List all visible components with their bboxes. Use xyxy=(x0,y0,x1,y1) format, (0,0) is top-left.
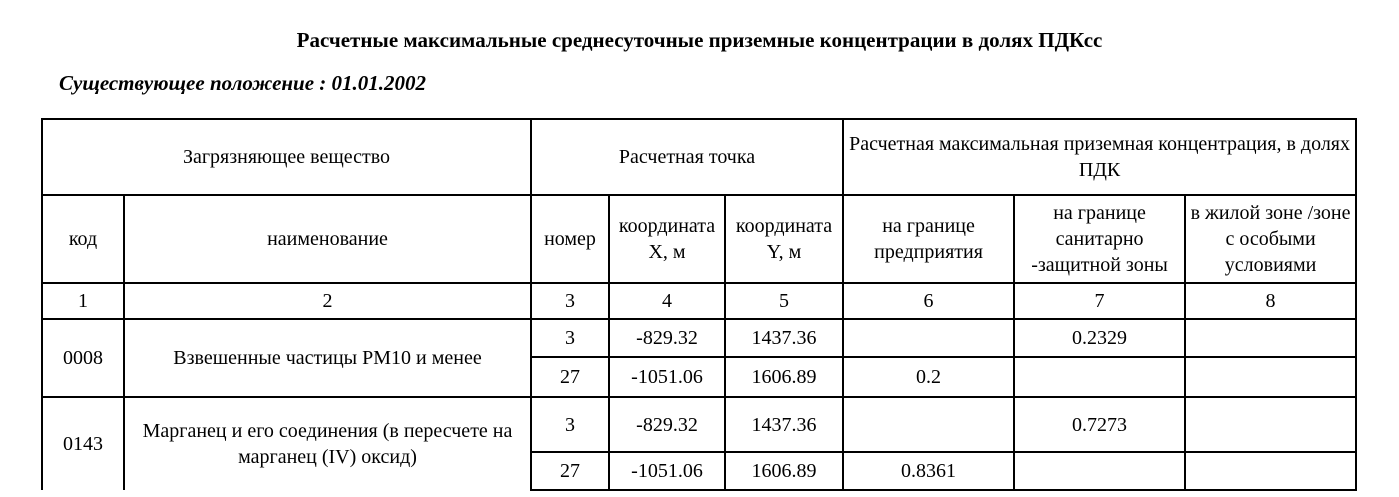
report-subtitle: Существующее положение : 01.01.2002 xyxy=(59,71,427,95)
conc-residential xyxy=(1185,357,1356,397)
col-number: 1 xyxy=(42,283,124,319)
conc-enterprise: 0.8361 xyxy=(843,452,1014,490)
conc-residential xyxy=(1185,452,1356,490)
header-calc-point: Расчетная точка xyxy=(531,119,843,195)
coord-x: -1051.06 xyxy=(609,357,725,397)
point-number: 27 xyxy=(531,452,609,490)
point-number: 27 xyxy=(531,357,609,397)
col-number: 7 xyxy=(1014,283,1185,319)
conc-enterprise xyxy=(843,319,1014,357)
conc-sanitary: 0.7273 xyxy=(1014,397,1185,452)
conc-sanitary xyxy=(1014,357,1185,397)
substance-code: 0008 xyxy=(42,319,124,397)
conc-enterprise xyxy=(843,397,1014,452)
header-name: наименование xyxy=(124,195,531,283)
header-x: координата X, м xyxy=(609,195,725,283)
substance-name: Взвешенные частицы РМ10 и менее xyxy=(124,319,531,397)
coord-x: -829.32 xyxy=(609,319,725,357)
conc-sanitary xyxy=(1014,452,1185,490)
substance-name: Марганец и его соединения (в пересчете на марганец (IV) оксид) xyxy=(124,397,531,490)
col-number: 3 xyxy=(531,283,609,319)
point-number: 3 xyxy=(531,319,609,357)
header-row-groups xyxy=(42,119,1356,195)
coord-y: 1437.36 xyxy=(725,319,843,357)
col-number: 6 xyxy=(843,283,1014,319)
header-sanitary: на границе санитарно -защитной зоны xyxy=(1014,195,1185,283)
conc-enterprise: 0.2 xyxy=(843,357,1014,397)
conc-residential xyxy=(1185,319,1356,357)
coord-y: 1437.36 xyxy=(725,397,843,452)
report-title: Расчетные максимальные среднесуточные приземные концентрации в долях ПДКсс xyxy=(296,28,1103,52)
col-number: 2 xyxy=(124,283,531,319)
coord-y: 1606.89 xyxy=(725,357,843,397)
conc-residential xyxy=(1185,397,1356,452)
header-enterprise: на границе предприятия xyxy=(843,195,1014,283)
conc-sanitary: 0.2329 xyxy=(1014,319,1185,357)
header-substance: Загрязняющее вещество xyxy=(42,119,531,195)
header-residential: в жилой зоне /зоне с особыми условиями xyxy=(1185,195,1356,283)
table-row xyxy=(42,319,1356,357)
table-row xyxy=(42,397,1356,452)
coord-x: -1051.06 xyxy=(609,452,725,490)
substance-code: 0143 xyxy=(42,397,124,490)
header-number: номер xyxy=(531,195,609,283)
col-number: 4 xyxy=(609,283,725,319)
coord-y: 1606.89 xyxy=(725,452,843,490)
header-row-columns xyxy=(42,195,1356,283)
header-y: координата Y, м xyxy=(725,195,843,283)
col-number: 5 xyxy=(725,283,843,319)
coord-x: -829.32 xyxy=(609,397,725,452)
header-code: код xyxy=(42,195,124,283)
header-concentration: Расчетная максимальная приземная концентрация, в долях ПДК xyxy=(843,119,1356,195)
point-number: 3 xyxy=(531,397,609,452)
col-number: 8 xyxy=(1185,283,1356,319)
concentration-table xyxy=(41,118,1357,491)
column-number-row xyxy=(42,283,1356,319)
